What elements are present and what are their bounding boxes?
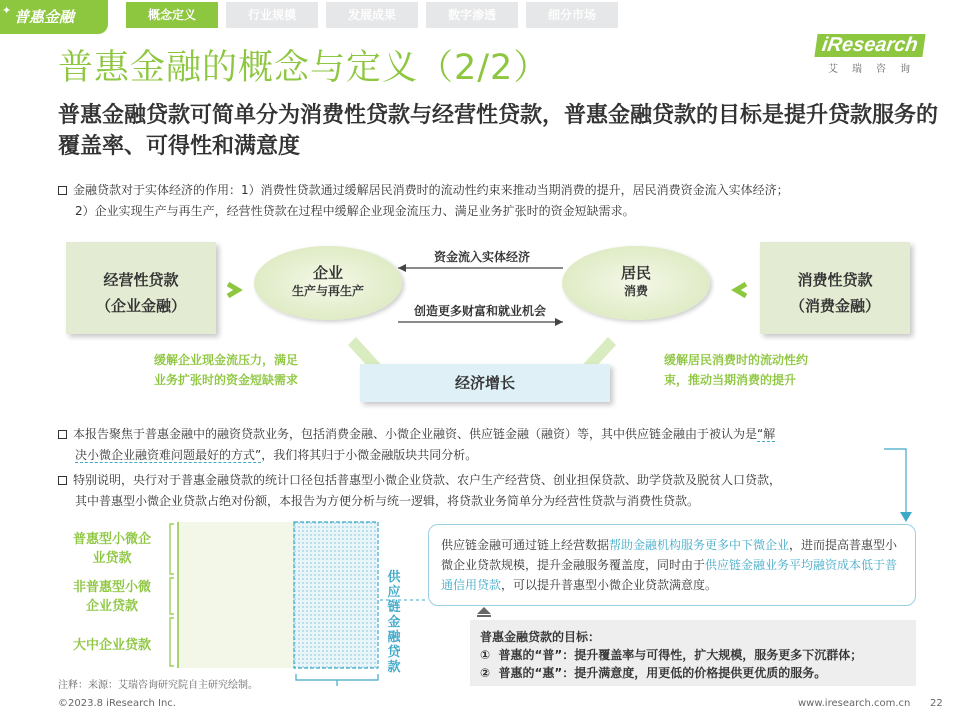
loan-goals-box [470, 620, 916, 686]
goal-num: ② [480, 666, 491, 680]
bracket-row3 [170, 618, 174, 666]
supply-chain-area [294, 522, 378, 668]
vchar: 供 [387, 570, 401, 585]
resident-sub: 消费 [623, 284, 648, 298]
row3-line1: 大中企业贷款 [72, 638, 151, 653]
logo-cn: 艾瑞咨询 [828, 64, 924, 75]
row-label-large-enterprise [58, 636, 166, 655]
page-subtitle: 普惠金融贷款可简单分为消费性贷款与经营性贷款，普惠金融贷款的目标是提升贷款服务的覆盖率、可得性和满意度 [58, 103, 939, 159]
row2-line2: 企业贷款 [85, 599, 138, 614]
tab-industry-scale[interactable]: 行业规模 [226, 2, 318, 28]
tab-achievements[interactable]: 发展成果 [326, 2, 418, 28]
note-right-line1: 缓解居民消费时的流动性约 [664, 353, 809, 367]
website-link[interactable]: www.iresearch.com.cn [798, 698, 911, 709]
bullet1-line1: 金融贷款对于实体经济的作用：1）消费性贷款通过缓解居民消费时的流动性约束来推动当期消费的提升，居民消费资金流入实体经济； [73, 183, 789, 197]
vchar: 金 [387, 615, 401, 630]
bracket-row1 [170, 524, 174, 574]
supply-chain-callout [428, 524, 916, 606]
arrow-up-icon [476, 606, 492, 618]
enterprise-title: 企业 [312, 264, 343, 282]
vchar: 融 [387, 630, 401, 645]
business-loan-title: 经营性贷款 [103, 271, 179, 289]
callout-text-2: ，进而提高普惠型小微企业贷款规模，提升金融服务覆盖度，同时由于 [441, 538, 898, 572]
logo-brand: iResearch [815, 34, 926, 57]
callout-highlight-1: 帮助金融机构服务更多中下微企业 [609, 538, 790, 552]
bullet3-line1: 特别说明，央行对于普惠金融贷款的统计口径包括普惠型小微企业贷款、农户生产经营贷、创业担保贷款、助学贷款及脱贫人口贷款， [73, 473, 782, 487]
row-label-non-inclusive-sme [58, 578, 166, 616]
vchar: 款 [387, 660, 401, 675]
callout-highlight-2: 供应链金融业务平均融资成本低于普通信用贷款 [441, 558, 898, 592]
vchar: 贷 [387, 645, 401, 660]
page-number: 22 [930, 698, 943, 709]
sparkle-icon: ✦ [2, 4, 12, 17]
flow-top-label: 资金流入实体经济 [434, 250, 531, 264]
bullet2-line2b: ，我们将其归于小微金融版块共同分析。 [261, 448, 478, 462]
bullet2-line1a: 本报告聚焦于普惠金融中的融资贷款业务，包括消费金融、小微企业融资、供应链金融（融资）等，其中供应链金融由于被认为是 [73, 427, 758, 441]
row1-line1: 普惠型小微企 [72, 532, 151, 547]
row1-line2: 业贷款 [92, 551, 132, 566]
brace-bottom [296, 674, 378, 680]
consumer-loan-sub: （消费金融） [789, 297, 880, 315]
section-tag-label: 普惠金融 [14, 8, 75, 26]
goal-num: ① [480, 648, 491, 662]
goal-item-1 [480, 646, 906, 664]
callout-text-1: 供应链金融可通过链上经营数据 [441, 538, 610, 552]
consumer-loan-title: 消费性贷款 [797, 271, 873, 289]
copyright: ©2023.8 iResearch Inc. [58, 698, 176, 709]
vchar: 链 [387, 600, 401, 615]
goal-text: 普惠的“普”：提升覆盖率与可得性，扩大规模，服务更多下沉群体； [498, 648, 863, 662]
supply-chain-vertical-label [386, 570, 402, 675]
tab-concept[interactable]: 概念定义 [126, 2, 218, 28]
enterprise-sub: 生产与再生产 [291, 284, 364, 298]
tab-digital[interactable]: 数字渗透 [426, 2, 518, 28]
row-label-inclusive-sme [58, 530, 166, 568]
resident-title: 居民 [620, 264, 651, 282]
vchar: 应 [387, 585, 401, 600]
flow-bottom-label: 创造更多财富和就业机会 [414, 304, 547, 318]
arrow-down-icon [900, 512, 912, 522]
bullet3-line2: 其中普惠型小微企业贷款占绝对份额，本报告为方便分析与统一逻辑，将贷款业务简单分为经营性贷款与消费性贷款。 [75, 494, 700, 508]
callout-text-3: ，可以提升普惠型小微企业贷款满意度。 [501, 578, 718, 592]
business-loan-sub: （企业金融） [95, 297, 186, 315]
economic-growth-box: 经济增长 [360, 364, 610, 402]
note-right-line2: 束，推动当期消费的提升 [664, 373, 797, 387]
tab-segments[interactable]: 细分市场 [526, 2, 618, 28]
row2-line1: 非普惠型小微 [72, 580, 151, 595]
bullet2-line1b: “解 [757, 427, 776, 441]
bracket-row2 [170, 578, 174, 614]
source-note: 注释：来源：艾瑞咨询研究院自主研究绘制。 [58, 680, 258, 691]
page-title: 普惠金融的概念与定义（2/2） [58, 48, 550, 88]
bullet2-highlight: 决小微企业融资难问题最好的方式” [75, 448, 262, 462]
loan-structure-chart [58, 518, 418, 690]
chart-area [178, 522, 294, 668]
note-left-line2: 业务扩张时的资金短缺需求 [154, 373, 299, 387]
goals-title: 普惠金融贷款的目标： [480, 630, 601, 644]
goal-item-2 [480, 664, 906, 682]
connector-line [884, 449, 906, 512]
note-left-line1: 缓解企业现金流压力，满足 [154, 353, 299, 367]
bullet1-line2: 2）企业实现生产与再生产，经营性贷款在过程中缓解企业现金流压力、满足业务扩张时的资金短缺需求。 [75, 204, 635, 218]
goal-text: 普惠的“惠”：提升满意度，用更低的价格提供更优质的服务。 [498, 666, 827, 680]
